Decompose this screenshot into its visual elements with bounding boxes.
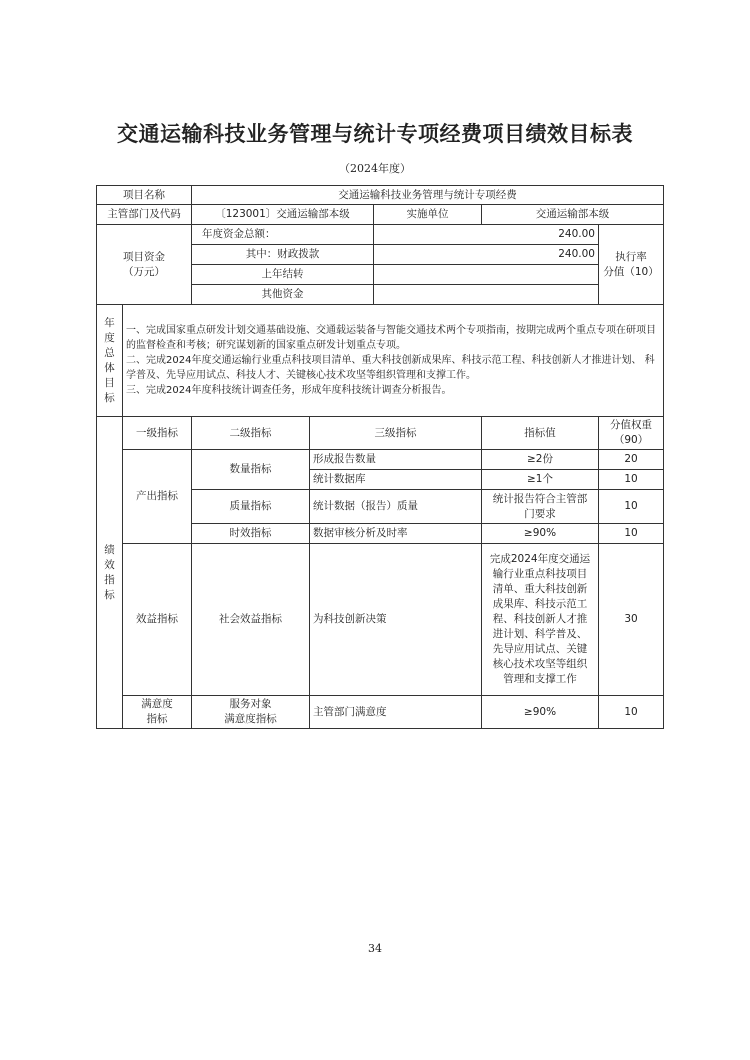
goal-item: 三、完成2024年度科技统计调查任务，形成年度科技统计调查分析报告。 bbox=[126, 385, 452, 396]
indicator-weight: 10 bbox=[599, 490, 664, 524]
satisfaction-indicator-label: 满意度 指标 bbox=[123, 696, 192, 729]
indicator-value: 统计报告符合主管部 门要求 bbox=[482, 490, 599, 524]
fund-label bbox=[97, 225, 192, 305]
dept-code-value: 〔123001〕交通运输部本级 bbox=[192, 205, 374, 225]
indicator-l3: 形成报告数量 bbox=[310, 450, 482, 470]
service-satisfaction-label: 服务对象 满意度指标 bbox=[192, 696, 310, 729]
exec-rate-line1: 执行率 bbox=[615, 250, 647, 263]
fund-other-value bbox=[374, 285, 599, 305]
col-weight-header: 分值权重 （90） bbox=[599, 417, 664, 450]
page-title: 交通运输科技业务管理与统计专项经费项目绩效目标表 bbox=[117, 122, 633, 146]
fund-carry-label: 上年结转 bbox=[192, 265, 374, 285]
indicator-l3: 主管部门满意度 bbox=[310, 696, 482, 729]
page-number: 34 bbox=[368, 942, 382, 955]
timeliness-indicator-label: 时效指标 bbox=[192, 524, 310, 544]
col-level2-header: 二级指标 bbox=[192, 417, 310, 450]
annual-goal-label: 年 度 总 体 目 标 bbox=[97, 305, 123, 417]
social-benefit-label: 社会效益指标 bbox=[192, 544, 310, 696]
indicator-l3: 数据审核分析及时率 bbox=[310, 524, 482, 544]
exec-unit-label: 实施单位 bbox=[374, 205, 482, 225]
goal-item: 二、完成2024年度交通运输行业重点科技项目清单、重大科技创新成果库、科技示范工程、科技创新人才推进计划、 科学普及、先导应用试点、科技人才、关键核心技术攻坚等组织管理和支撑工作。 bbox=[126, 355, 655, 381]
output-indicator-label: 产出指标 bbox=[123, 450, 192, 544]
indicator-weight: 20 bbox=[599, 450, 664, 470]
indicator-weight: 10 bbox=[599, 470, 664, 490]
indicator-l3: 为科技创新决策 bbox=[310, 544, 482, 696]
fund-total-label: 年度资金总额： bbox=[192, 225, 374, 245]
fund-label-line2: （万元） bbox=[123, 265, 165, 278]
indicator-l3: 统计数据（报告）质量 bbox=[310, 490, 482, 524]
col-value-header: 指标值 bbox=[482, 417, 599, 450]
indicator-value: ≥2份 bbox=[482, 450, 599, 470]
dept-code-label: 主管部门及代码 bbox=[97, 205, 192, 225]
fund-label-line1: 项目资金 bbox=[123, 250, 165, 263]
indicator-weight: 10 bbox=[599, 524, 664, 544]
quantity-indicator-label: 数量指标 bbox=[192, 450, 310, 490]
indicator-weight: 30 bbox=[599, 544, 664, 696]
fund-fiscal-value: 240.00 bbox=[374, 245, 599, 265]
project-name-value: 交通运输科技业务管理与统计专项经费 bbox=[192, 186, 664, 205]
quality-indicator-label: 质量指标 bbox=[192, 490, 310, 524]
col-level3-header: 三级指标 bbox=[310, 417, 482, 450]
year-label: （2024年度） bbox=[339, 162, 411, 175]
indicator-value: ≥90% bbox=[482, 696, 599, 729]
annual-goals-text bbox=[123, 305, 664, 417]
exec-rate-line2: 分值（10） bbox=[603, 265, 659, 278]
project-name-label: 项目名称 bbox=[97, 186, 192, 205]
indicator-l3: 统计数据库 bbox=[310, 470, 482, 490]
col-level1-header: 一级指标 bbox=[123, 417, 192, 450]
indicator-value: ≥1个 bbox=[482, 470, 599, 490]
exec-unit-value: 交通运输部本级 bbox=[482, 205, 664, 225]
goal-item: 一、完成国家重点研发计划交通基础设施、交通载运装备与智能交通技术两个专项指南，按期完成两个重点专项在研项目的监督检查和考核；研究谋划新的国家重点研发计划重点专项。 bbox=[126, 325, 656, 351]
exec-rate-label bbox=[599, 225, 664, 305]
indicator-value: ≥90% bbox=[482, 524, 599, 544]
fund-fiscal-label: 其中：财政拨款 bbox=[192, 245, 374, 265]
performance-table bbox=[96, 185, 664, 729]
indicator-value: 完成2024年度交通运 输行业重点科技项目 清单、重大科技创新 成果库、科技示范工 程、科技创新人才推 进计划、科学普及、 先导应用试点、关键 核心技术攻坚等组织 管理和支撑工作 bbox=[482, 544, 599, 696]
benefit-indicator-label: 效益指标 bbox=[123, 544, 192, 696]
fund-total-value: 240.00 bbox=[374, 225, 599, 245]
fund-carry-value bbox=[374, 265, 599, 285]
performance-indicator-label: 绩 效 指 标 bbox=[97, 417, 123, 729]
fund-other-label: 其他资金 bbox=[192, 285, 374, 305]
indicator-weight: 10 bbox=[599, 696, 664, 729]
